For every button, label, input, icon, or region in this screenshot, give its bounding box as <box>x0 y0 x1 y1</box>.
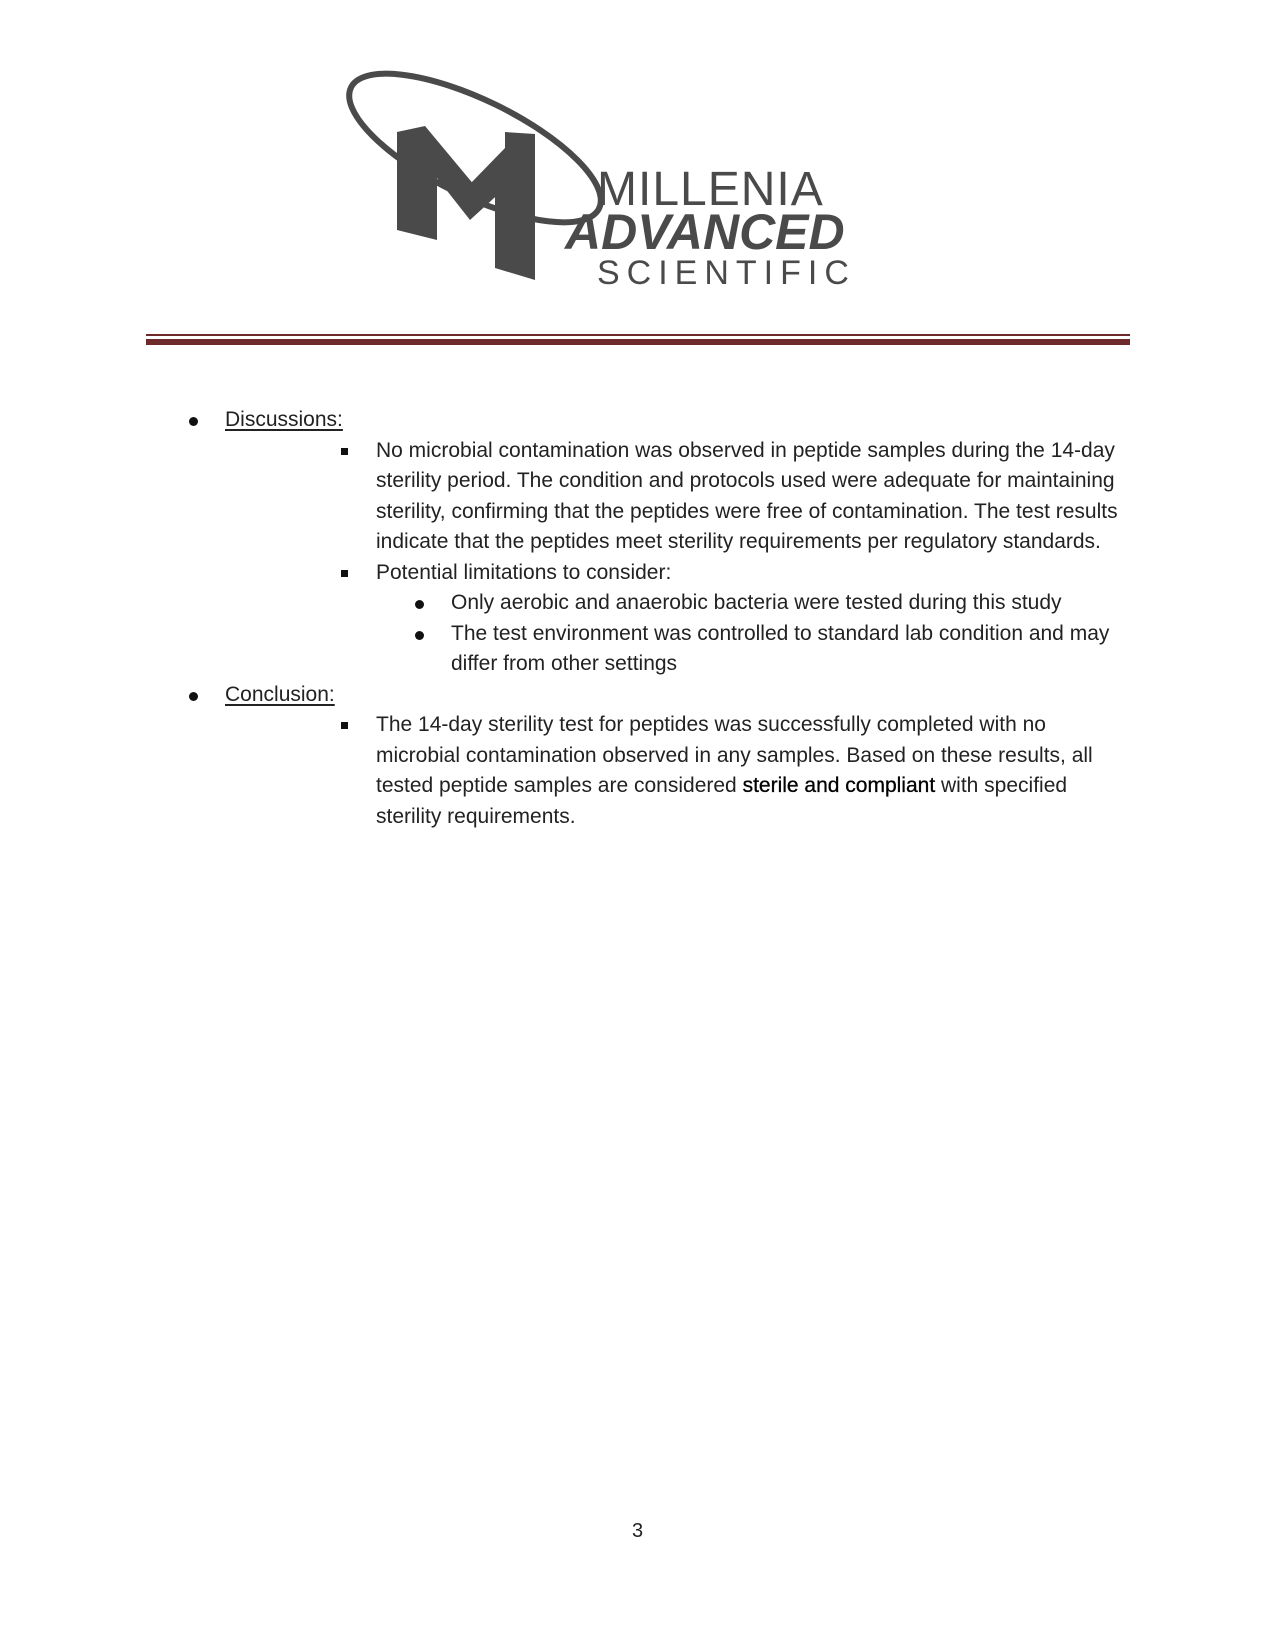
list-item-text: Potential limitations to consider: <box>376 560 672 584</box>
logo-line-millenia: MILLENIA <box>597 163 824 216</box>
list-item <box>0 558 1275 589</box>
conclusion-text-after: with specified sterility requirements. <box>376 774 1068 828</box>
sub-list-item-text: The test environment was controlled to standard lab condition and may differ from other settings <box>451 621 1110 675</box>
logo-line-scientific: SCIENTIFIC <box>597 254 856 292</box>
section-heading: Discussions: <box>225 408 343 431</box>
page-number: 3 <box>631 1520 644 1542</box>
bullet-icon <box>415 631 424 640</box>
sub-list-item <box>0 619 1275 680</box>
section-heading: Conclusion: <box>225 682 335 706</box>
section-conclusion <box>0 680 1275 711</box>
list-item <box>0 710 1275 832</box>
header-divider-thick <box>146 339 1130 345</box>
conclusion-emphasis: sterile and compliant <box>742 774 936 797</box>
list-item <box>0 436 1275 558</box>
bullet-icon <box>189 417 198 426</box>
sub-list-item-text: Only aerobic and anaerobic bacteria were tested during this study <box>451 591 1062 614</box>
bullet-icon <box>189 692 198 701</box>
section-discussions <box>0 405 1275 436</box>
list-item-text: No microbial contamination was observed in peptide samples during the 14-day sterility period. The condition and protocols used were adequate for maintaining sterility, confirming that the peptides were free of contamination. The test results indicate that the peptides meet sterility requirements per regulatory standards. <box>376 438 1118 553</box>
conclusion-text-before: The 14-day sterility test for peptides was successfully completed with no microbial contamination observed in any samples. Based on these results, all tested peptide samples are considered <box>376 713 1093 797</box>
list-item-text <box>376 713 1093 828</box>
header-divider-thin <box>146 334 1130 336</box>
square-bullet-icon <box>341 448 348 455</box>
logo-line-advanced: ADVANCED <box>565 204 845 260</box>
sub-list-item <box>0 588 1275 619</box>
report-body <box>0 405 1275 832</box>
square-bullet-icon <box>341 722 348 729</box>
square-bullet-icon <box>341 570 348 577</box>
bullet-icon <box>415 600 424 609</box>
company-logo <box>345 68 925 298</box>
